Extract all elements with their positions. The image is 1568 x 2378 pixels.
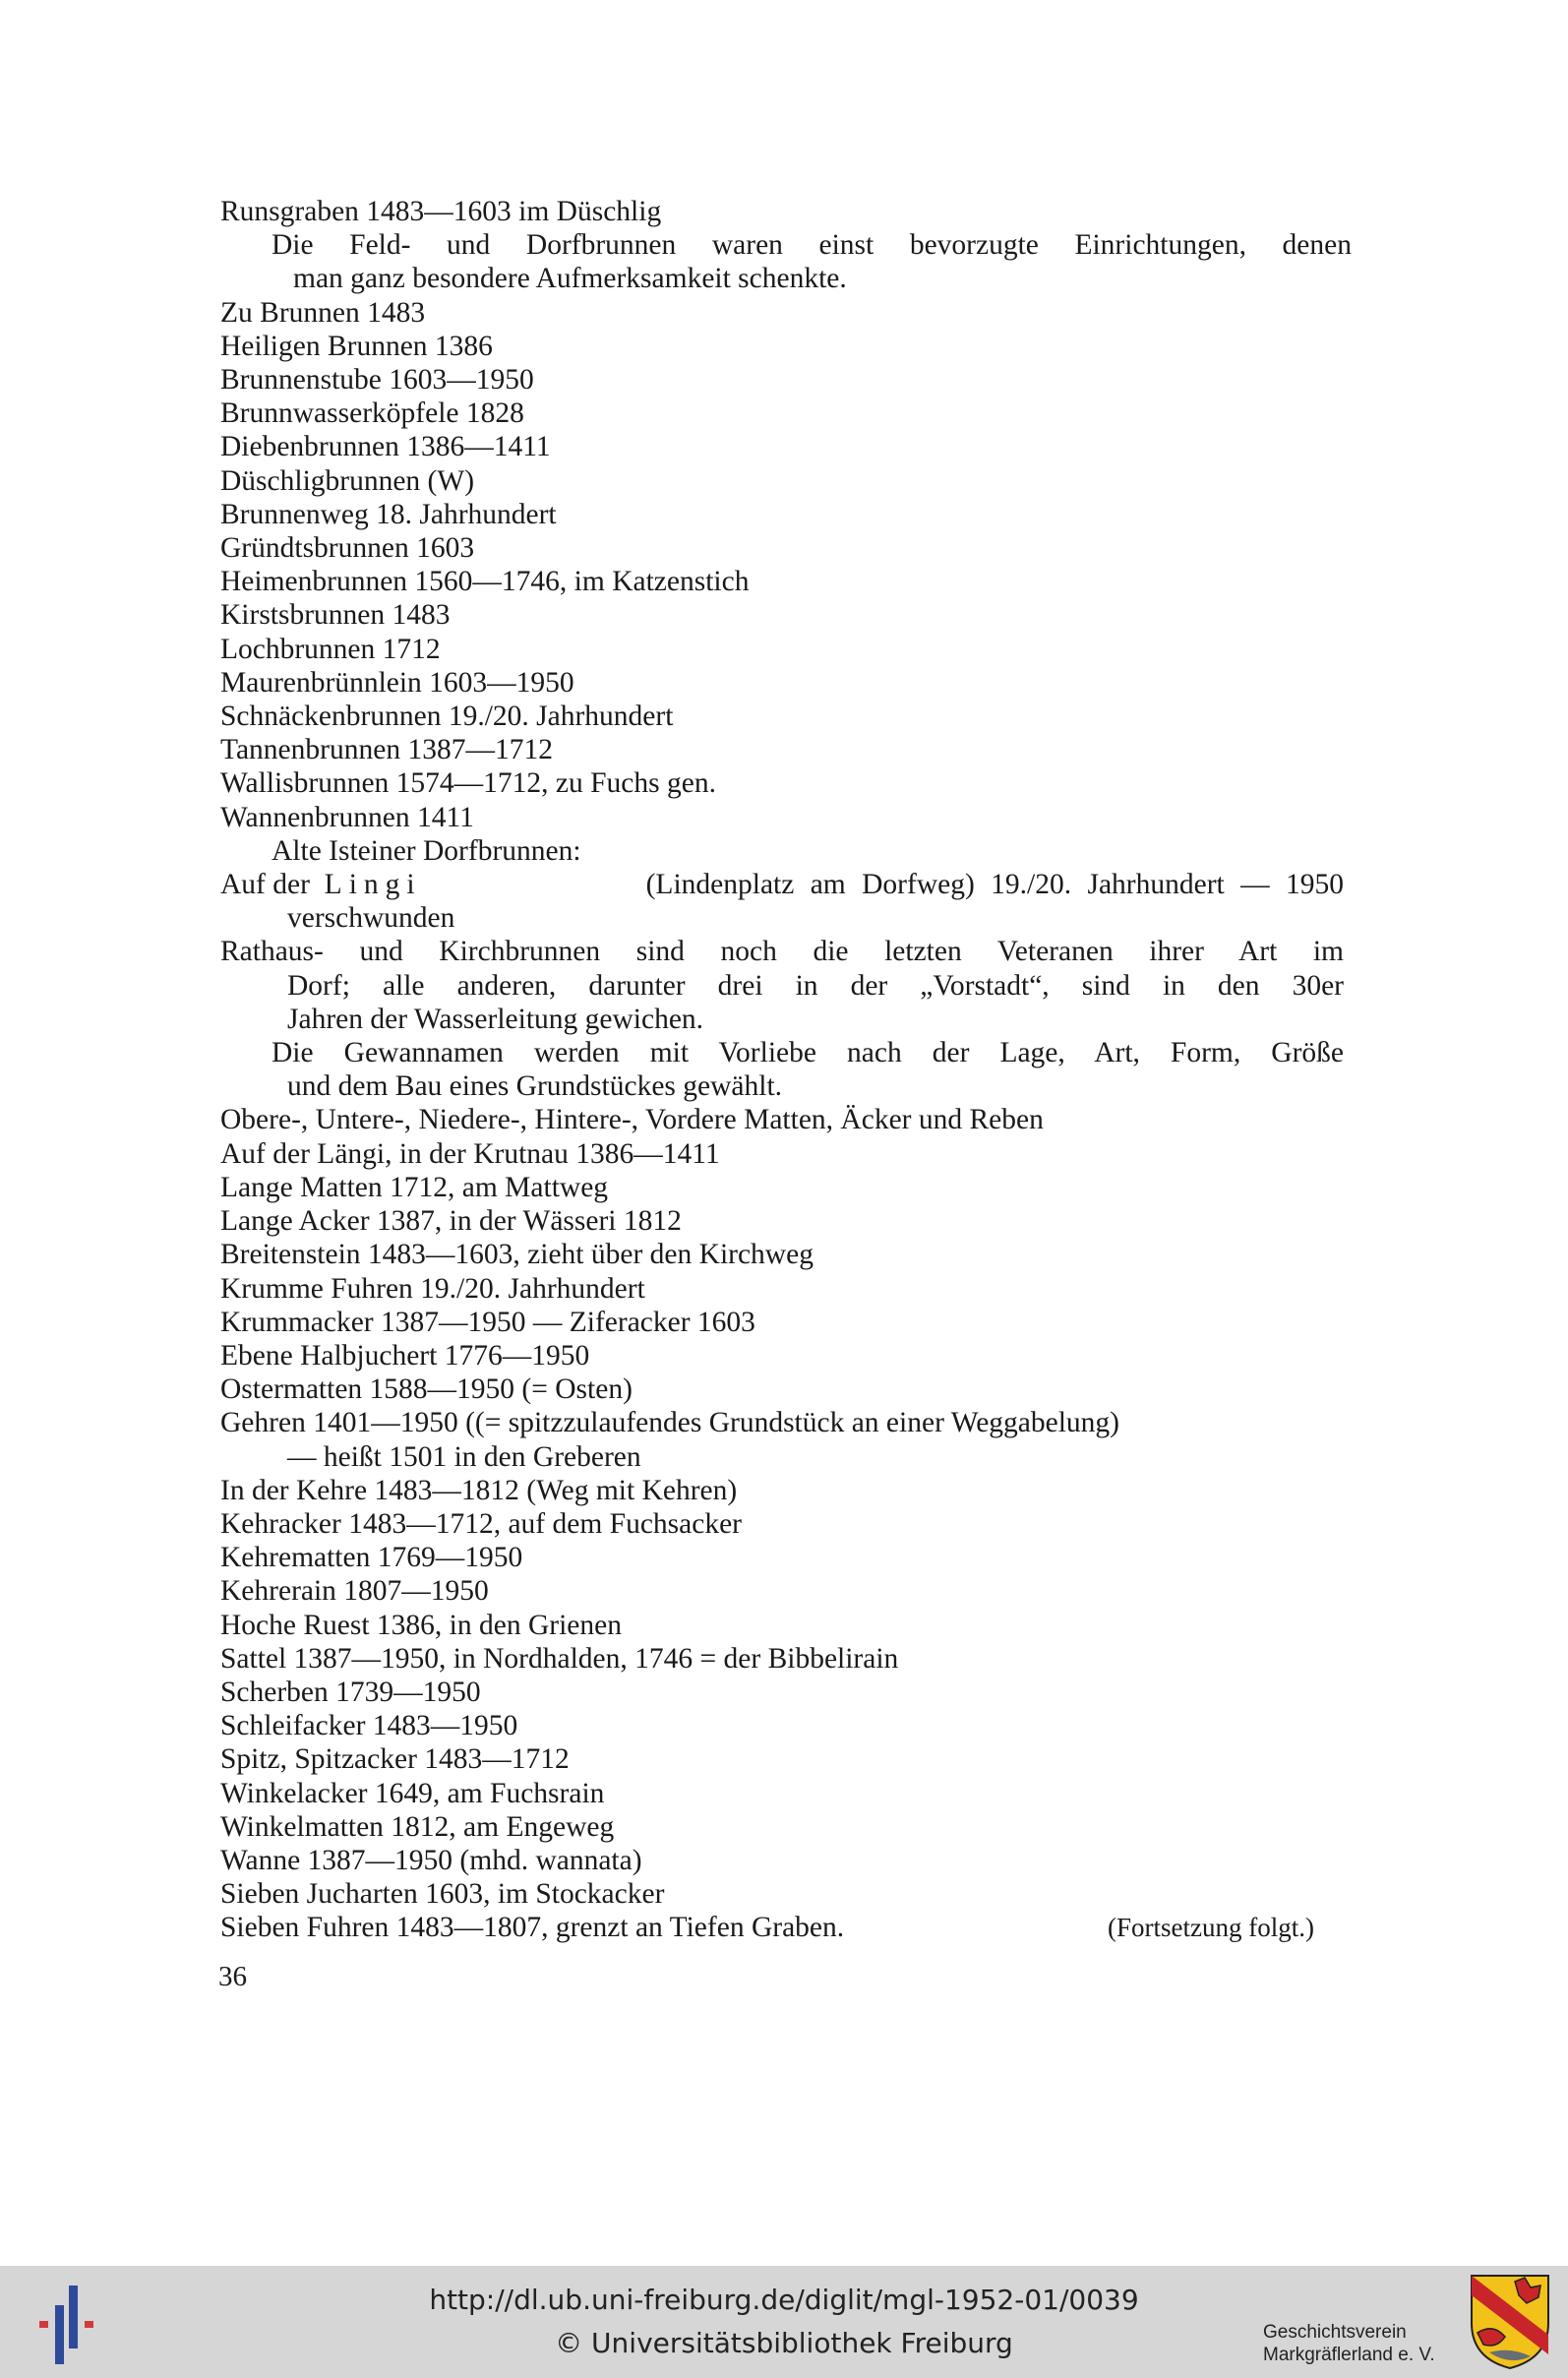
- text-line: Sattel 1387—1950, in Nordhalden, 1746 = der Bibbelirain: [220, 1642, 899, 1675]
- text-line: und dem Bau eines Grundstückes gewählt.: [287, 1070, 783, 1103]
- text-line: Breitenstein 1483—1603, zieht über den Kirchweg: [220, 1239, 814, 1271]
- text-line: Wanne 1387—1950 (mhd. wannata): [220, 1844, 642, 1876]
- footer-bar: [0, 2266, 1568, 2378]
- page-number: 36: [218, 1961, 247, 1992]
- text-line: Alte Isteiner Dorfbrunnen:: [271, 834, 581, 867]
- text-line: Brunnenweg 18. Jahrhundert: [220, 498, 557, 530]
- text-line: Scherben 1739—1950: [220, 1676, 481, 1708]
- text-line: Brunnenstube 1603—1950: [220, 364, 534, 396]
- text-line: Dorf; alle anderen, darunter drei in der „Vorstadt“, sind in den 30er: [287, 969, 1344, 1002]
- text-line: Ebene Halbjuchert 1776—1950: [220, 1339, 590, 1372]
- continued-note: (Fortsetzung folgt.): [1108, 1913, 1314, 1943]
- text-line: Brunnwasserköpfele 1828: [220, 397, 524, 430]
- text-line: Diebenbrunnen 1386—1411: [220, 431, 551, 463]
- text-line: Wallisbrunnen 1574—1712, zu Fuchs gen.: [220, 767, 716, 800]
- document-body: [220, 195, 1352, 1945]
- footer-url-link[interactable]: http://dl.ub.uni-freiburg.de/diglit/mgl-1952-01/0039: [429, 2284, 1139, 2316]
- society-line-1: Geschichtsverein: [1263, 2322, 1407, 2343]
- text-line: Schnäckenbrunnen 19./20. Jahrhundert: [220, 701, 674, 733]
- text-line: Wannenbrunnen 1411: [220, 801, 474, 833]
- text-line: Zu Brunnen 1483: [220, 296, 426, 329]
- text-line: Tannenbrunnen 1387—1712: [220, 734, 553, 766]
- text-line: Rathaus- und Kirchbrunnen sind noch die letzten Veteranen ihrer Art im: [220, 936, 1344, 968]
- text-line: Kehrematten 1769—1950: [220, 1542, 523, 1574]
- lingi-word: Lingi: [324, 869, 422, 901]
- text-line: Lochbrunnen 1712: [220, 633, 441, 665]
- text-line: Krummacker 1387—1950 — Ziferacker 1603: [220, 1306, 755, 1338]
- text-line: Jahren der Wasserleitung gewichen.: [287, 1003, 704, 1035]
- text-line: Gehren 1401—1950 ((= spitzzulaufendes Grundstück an einer Weggabelung): [220, 1407, 1120, 1439]
- text-line: Die Feld- und Dorfbrunnen waren einst bevorzugte Einrichtungen, denen: [271, 229, 1352, 262]
- text-line: Heiligen Brunnen 1386: [220, 330, 493, 362]
- text-line: Krumme Fuhren 19./20. Jahrhundert: [220, 1272, 645, 1305]
- text-line: Ostermatten 1588—1950 (= Osten): [220, 1373, 633, 1406]
- coat-of-arms-icon: [1470, 2274, 1550, 2370]
- text-line: Lange Acker 1387, in der Wässeri 1812: [220, 1205, 682, 1238]
- text-line: Sieben Fuhren 1483—1807, grenzt an Tiefen Graben.: [220, 1912, 845, 1944]
- lingi-prefix: Auf der Lingi: [220, 869, 422, 901]
- text-line: Schleifacker 1483—1950: [220, 1710, 518, 1742]
- text-line: Winkelacker 1649, am Fuchsrain: [220, 1777, 605, 1809]
- text-line: Heimenbrunnen 1560—1746, im Katzenstich: [220, 566, 750, 598]
- text-line: Düschligbrunnen (W): [220, 464, 475, 497]
- society-name: [1263, 2321, 1435, 2366]
- lingi-rest: (Lindenplatz am Dorfweg) 19./20. Jahrhundert — 1950: [645, 869, 1344, 901]
- footer-copyright: © Universitätsbibliothek Freiburg: [555, 2327, 1013, 2359]
- society-line-2: Markgräflerland e. V.: [1263, 2345, 1435, 2365]
- text-line-last: [220, 1911, 1314, 1944]
- text-line: Hoche Ruest 1386, in den Grienen: [220, 1609, 622, 1641]
- text-line: Kehracker 1483—1712, auf dem Fuchsacker: [220, 1507, 742, 1540]
- text-line: — heißt 1501 in den Greberen: [287, 1440, 641, 1473]
- text-line: Maurenbrünnlein 1603—1950: [220, 666, 574, 699]
- text-line: In der Kehre 1483—1812 (Weg mit Kehren): [220, 1474, 738, 1506]
- text-line: Lange Matten 1712, am Mattweg: [220, 1171, 609, 1203]
- text-line: man ganz besondere Aufmerksamkeit schenkte.: [293, 263, 847, 295]
- text-line: Auf der Längi, in der Krutnau 1386—1411: [220, 1137, 720, 1170]
- text-line: Kehrerain 1807—1950: [220, 1575, 489, 1608]
- text-line: Die Gewannamen werden mit Vorliebe nach der Lage, Art, Form, Größe: [271, 1037, 1344, 1069]
- text-line: Winkelmatten 1812, am Engeweg: [220, 1810, 615, 1843]
- text-line: verschwunden: [287, 902, 455, 935]
- text-line: Sieben Jucharten 1603, im Stockacker: [220, 1878, 665, 1911]
- text-line: Kirstsbrunnen 1483: [220, 599, 451, 632]
- text-line: Runsgraben 1483—1603 im Düschlig: [220, 196, 662, 227]
- text-line: Obere-, Untere-, Niedere-, Hintere-, Vordere Matten, Äcker und Reben: [220, 1104, 1044, 1136]
- text-line: Gründtsbrunnen 1603: [220, 532, 475, 565]
- text-line-lingi: [220, 868, 1344, 901]
- text-line: Spitz, Spitzacker 1483—1712: [220, 1743, 570, 1776]
